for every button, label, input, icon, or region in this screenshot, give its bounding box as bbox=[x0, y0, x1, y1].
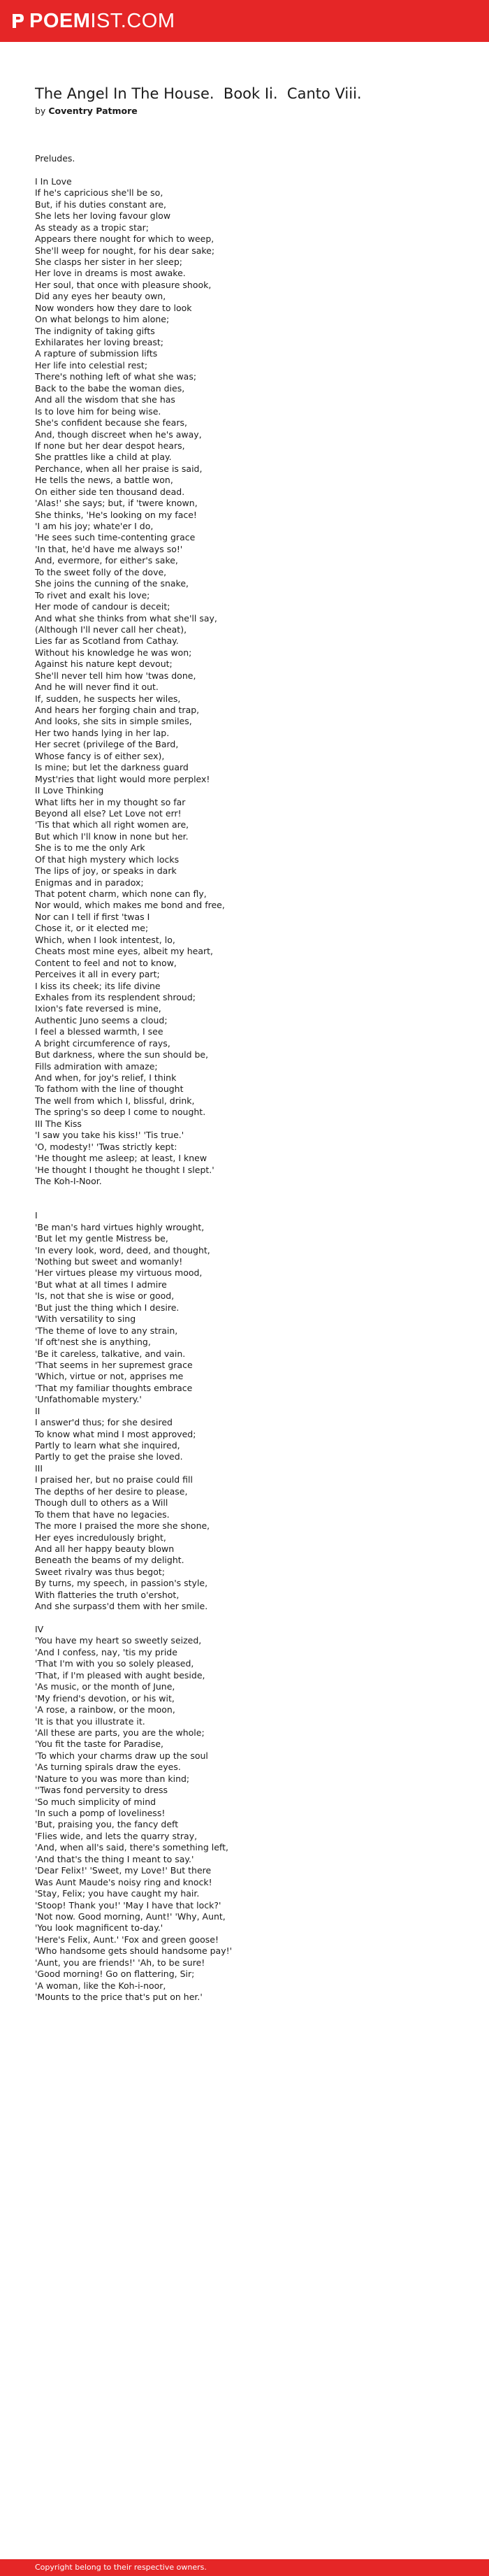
poem-line: Partly to get the praise she loved. bbox=[35, 1451, 183, 1462]
poem-line: 'You fit the taste for Paradise, bbox=[35, 1739, 164, 1750]
poem-line: I bbox=[35, 1210, 38, 1221]
poem-line: Her secret (privilege of the Bard, bbox=[35, 739, 179, 750]
poem-line: Lies far as Scotland from Cathay. bbox=[35, 635, 179, 647]
poem-line: With flatteries the truth o'ershot, bbox=[35, 1589, 180, 1600]
poem-line: 'All these are parts, you are the whole; bbox=[35, 1727, 205, 1738]
poem-line: 'Here's Felix, Aunt.' 'Fox and green goose! bbox=[35, 1934, 219, 1945]
poem-line: Appears there nought for which to weep, bbox=[35, 233, 214, 245]
footer bbox=[0, 2559, 489, 2576]
poem-line: She'll weep for nought, for his dear sake; bbox=[35, 245, 215, 256]
poem-line: And what she thinks from what she'll say, bbox=[35, 612, 217, 624]
poem-line: III bbox=[35, 1462, 43, 1474]
poem-line: 'Unfathomable mystery.' bbox=[35, 1394, 142, 1405]
poem-line: She joins the cunning of the snake, bbox=[35, 578, 189, 589]
poem-line: Her mode of candour is deceit; bbox=[35, 601, 170, 612]
poem-line: Authentic Juno seems a cloud; bbox=[35, 1014, 168, 1026]
poem-line: Of that high mystery which locks bbox=[35, 854, 180, 865]
poem-line: Which, when I look intentest, lo, bbox=[35, 934, 175, 945]
poem-line: To know what mind I most approved; bbox=[35, 1428, 196, 1439]
poem-line: Her life into celestial rest; bbox=[35, 359, 148, 370]
poem-line: She prattles like a child at play. bbox=[35, 452, 172, 463]
poem-line: 'Which, virtue or not, apprises me bbox=[35, 1371, 184, 1382]
poem-line: Without his knowledge he was won; bbox=[35, 647, 192, 658]
poem-line: 'Be man's hard virtues highly wrought, bbox=[35, 1221, 205, 1232]
poem-line: Now wonders how they dare to look bbox=[35, 302, 192, 313]
poem-line: Sweet rivalry was thus begot; bbox=[35, 1566, 165, 1577]
poem-body bbox=[35, 153, 454, 2003]
poem-line: 'And, when all's said, there's something left, bbox=[35, 1842, 228, 1853]
poem-line: And, though discreet when he's away, bbox=[35, 429, 202, 440]
poem-line: 'That my familiar thoughts embrace bbox=[35, 1382, 193, 1393]
poem-line: Partly to learn what she inquired, bbox=[35, 1440, 180, 1451]
poem-line: 'In such a pomp of loveliness! bbox=[35, 1808, 166, 1818]
poem-line: 'But what at all times I admire bbox=[35, 1279, 167, 1290]
poem-line: Did any eyes her beauty own, bbox=[35, 291, 166, 302]
poem-line: The Koh-I-Noor. bbox=[35, 1175, 102, 1186]
poem-line: By turns, my speech, in passion's style, bbox=[35, 1578, 208, 1589]
poem-line: Nor would, which makes me bond and free, bbox=[35, 900, 225, 911]
poem-line: The indignity of taking gifts bbox=[35, 325, 155, 336]
copyright-text: Copyright belong to their respective owners. bbox=[35, 2563, 207, 2572]
poem-line: I kiss its cheek; its life divine bbox=[35, 980, 161, 991]
poem-line: 'Flies wide, and lets the quarry stray, bbox=[35, 1830, 198, 1841]
poem-line: And all her happy beauty blown bbox=[35, 1543, 175, 1554]
poem-line: 'Tis that which all right women are, bbox=[35, 819, 189, 830]
poem-line: 'Nothing but sweet and womanly! bbox=[35, 1256, 183, 1267]
poem-line: Preludes. bbox=[35, 153, 75, 164]
poem-line: The well from which I, blissful, drink, bbox=[35, 1095, 195, 1106]
poem-line: 'To which your charms draw up the soul bbox=[35, 1750, 208, 1761]
byline bbox=[35, 105, 454, 117]
poem-line: 'In that, he'd have me always so!' bbox=[35, 543, 183, 554]
poem-line: III The Kiss bbox=[35, 1118, 82, 1129]
poem-line: 'Aunt, you are friends!' 'Ah, to be sure! bbox=[35, 1957, 205, 1968]
poem-line: But which I'll know in none but her. bbox=[35, 830, 189, 842]
poem-header bbox=[35, 84, 454, 117]
poem-line: 'Not now. Good morning, Aunt!' 'Why, Aunt, bbox=[35, 1911, 226, 1922]
poem-line: On what belongs to him alone; bbox=[35, 314, 170, 325]
poem-line: 'I saw you take his kiss!' 'Tis true.' bbox=[35, 1130, 184, 1141]
poem-line: 'Stoop! Thank you!' 'May I have that lock?' bbox=[35, 1899, 221, 1911]
poem-line: If, sudden, he suspects her wiles, bbox=[35, 693, 181, 704]
poem-line: I praised her, but no praise could fill bbox=[35, 1474, 193, 1485]
poem-line: Is to love him for being wise. bbox=[35, 405, 161, 417]
poem-line: She thinks, 'He's looking on my face! bbox=[35, 509, 197, 520]
poem-line: Her love in dreams is most awake. bbox=[35, 268, 186, 279]
poem-line: 'And I confess, nay, 'tis my pride bbox=[35, 1646, 177, 1657]
poem-line: Her eyes incredulously bright, bbox=[35, 1532, 166, 1543]
poem-line: A bright circumference of rays, bbox=[35, 1037, 170, 1049]
poem-line: And he will never find it out. bbox=[35, 682, 159, 693]
poem-line: And, evermore, for either's sake, bbox=[35, 555, 178, 566]
poem-line: And she surpass'd them with her smile. bbox=[35, 1601, 208, 1612]
poem-line: Was Aunt Maude's noisy ring and knock! bbox=[35, 1876, 212, 1887]
poemist-mark-icon bbox=[10, 13, 25, 29]
poem-line: 'That, if I'm pleased with aught beside, bbox=[35, 1669, 205, 1681]
poem-line: 'He sees such time-contenting grace bbox=[35, 532, 196, 543]
poem-line: But, if his duties constant are, bbox=[35, 199, 166, 210]
poem-line: The lips of joy, or speaks in dark bbox=[35, 865, 177, 877]
poem-line: 'My friend's devotion, or his wit, bbox=[35, 1692, 175, 1704]
poem-line: Chose it, or it elected me; bbox=[35, 923, 149, 934]
poem-line: And hears her forging chain and trap, bbox=[35, 705, 200, 715]
poem-line: 'Is, not that she is wise or good, bbox=[35, 1290, 175, 1302]
poem-line: 'You look magnificent to-day.' bbox=[35, 1922, 163, 1934]
poem-line: The depths of her desire to please, bbox=[35, 1485, 188, 1497]
poem-line: Though dull to others as a Will bbox=[35, 1497, 168, 1509]
poem-line: Nor can I tell if first 'twas I bbox=[35, 911, 150, 922]
poem-line: Her two hands lying in her lap. bbox=[35, 727, 170, 738]
poem-line: Her soul, that once with pleasure shook, bbox=[35, 279, 212, 290]
poem-line: 'You have my heart so sweetly seized, bbox=[35, 1635, 202, 1646]
poem-line: The more I praised the more she shone, bbox=[35, 1520, 210, 1532]
top-bar bbox=[0, 0, 489, 42]
poem-line: She lets her loving favour glow bbox=[35, 210, 171, 222]
poem-line: As steady as a tropic star; bbox=[35, 222, 149, 233]
poem-line: 'He thought me asleep; at least, I knew bbox=[35, 1153, 207, 1164]
poem-line: 'But, praising you, the fancy deft bbox=[35, 1819, 179, 1830]
poem-line: And when, for joy's relief, I think bbox=[35, 1072, 177, 1083]
poem-line: ''Twas fond perversity to dress bbox=[35, 1785, 168, 1796]
poem-line: Is mine; but let the darkness guard bbox=[35, 762, 189, 773]
poem-line bbox=[35, 1199, 454, 1210]
site-logo-link[interactable] bbox=[10, 10, 175, 32]
poem-line: Beneath the beams of my delight. bbox=[35, 1555, 184, 1566]
poem-line: She'll never tell him how 'twas done, bbox=[35, 670, 196, 681]
poem-line: Whose fancy is of either sex), bbox=[35, 750, 165, 761]
poem-line: 'The theme of love to any strain, bbox=[35, 1325, 178, 1336]
poem-line: She is to me the only Ark bbox=[35, 842, 145, 854]
poem-line: I feel a blessed warmth, I see bbox=[35, 1026, 163, 1037]
poem-line: 'That seems in her supremest grace bbox=[35, 1359, 193, 1370]
poem-line: He tells the news, a battle won, bbox=[35, 475, 173, 486]
poem-line bbox=[35, 1187, 454, 1198]
poem-line: If he's capricious she'll be so, bbox=[35, 187, 163, 199]
poem-line: 'As turning spirals draw the eyes. bbox=[35, 1762, 181, 1773]
poem-line: She clasps her sister in her sleep; bbox=[35, 256, 182, 267]
poem-line: But darkness, where the sun should be, bbox=[35, 1049, 209, 1060]
poem-line: And all the wisdom that she has bbox=[35, 394, 175, 405]
poem-line: 'Mounts to the price that's put on her.' bbox=[35, 1992, 203, 2002]
poem-line: 'A woman, like the Koh-i-noor, bbox=[35, 1980, 166, 1991]
poem-line: 'As music, or the month of June, bbox=[35, 1681, 175, 1692]
poem-line: Exhales from its resplendent shroud; bbox=[35, 991, 196, 1002]
poem-line: II bbox=[35, 1405, 41, 1416]
poem-line: Perceives it all in every part; bbox=[35, 969, 160, 980]
poem-line: 'Dear Felix!' 'Sweet, my Love!' But there bbox=[35, 1865, 212, 1876]
poem-line: 'So much simplicity of mind bbox=[35, 1796, 156, 1807]
poem-line: (Although I'll never call her cheat), bbox=[35, 624, 187, 635]
poem-line: And looks, she sits in simple smiles, bbox=[35, 716, 192, 727]
poem-line: 'Alas!' she says; but, if 'twere known, bbox=[35, 498, 198, 509]
author-link[interactable]: Coventry Patmore bbox=[48, 106, 138, 116]
poem-line: Fills admiration with amaze; bbox=[35, 1060, 158, 1072]
poem-line: To the sweet folly of the dove, bbox=[35, 566, 167, 577]
poem-line: 'He thought I thought he thought I slept.' bbox=[35, 1164, 214, 1175]
poem-line: 'Who handsome gets should handsome pay!' bbox=[35, 1945, 233, 1957]
poem-line: That potent charm, which none can fly, bbox=[35, 888, 207, 899]
poem-line: Exhilarates her loving breast; bbox=[35, 337, 164, 347]
poem-line: Enigmas and in paradox; bbox=[35, 877, 144, 888]
poem-line: 'Nature to you was more than kind; bbox=[35, 1773, 190, 1784]
poem-line: 'If oft'nest she is anything, bbox=[35, 1337, 151, 1348]
poem-line: Against his nature kept devout; bbox=[35, 659, 173, 670]
poem-line: 'Stay, Felix; you have caught my hair. bbox=[35, 1888, 200, 1899]
poem-line: Beyond all else? Let Love not err! bbox=[35, 807, 182, 819]
poem-line: IV bbox=[35, 1624, 44, 1634]
poem-line: To them that have no legacies. bbox=[35, 1509, 170, 1520]
poem-line: Myst'ries that light would more perplex! bbox=[35, 773, 210, 784]
poem-line: Back to the babe the woman dies, bbox=[35, 382, 185, 394]
poem-line: To fathom with the line of thought bbox=[35, 1084, 184, 1095]
poem-line: 'And that's the thing I meant to say.' bbox=[35, 1853, 194, 1864]
by-label: by bbox=[35, 106, 46, 116]
poem-line: Cheats most mine eyes, albeit my heart, bbox=[35, 946, 214, 957]
poem-line: Perchance, when all her praise is said, bbox=[35, 463, 203, 474]
poem-line: A rapture of submission lifts bbox=[35, 348, 158, 359]
poem-line: 'Good morning! Go on flattering, Sir; bbox=[35, 1969, 195, 1980]
poem-line: 'But let my gentle Mistress be, bbox=[35, 1233, 168, 1244]
poem-line: 'That I'm with you so solely pleased, bbox=[35, 1658, 194, 1669]
poem-line: Content to feel and not to know, bbox=[35, 957, 177, 968]
poem-line: 'O, modesty!' 'Twas strictly kept: bbox=[35, 1141, 177, 1152]
page-title: The Angel In The House. Book Ii. Canto Viii. bbox=[35, 85, 362, 102]
poem-line: On either side ten thousand dead. bbox=[35, 486, 185, 497]
poem-line: If none but her dear despot hears, bbox=[35, 440, 185, 451]
poem-line: 'Her virtues please my virtuous mood, bbox=[35, 1267, 203, 1279]
poem-line: To rivet and exalt his love; bbox=[35, 589, 150, 600]
poem-line: 'With versatility to sing bbox=[35, 1314, 136, 1325]
poem-line: 'A rose, a rainbow, or the moon, bbox=[35, 1704, 175, 1715]
poem-line: 'In every look, word, deed, and thought, bbox=[35, 1244, 210, 1255]
site-logo-text: POEMIST.COM bbox=[29, 10, 175, 32]
poem-line: I In Love bbox=[35, 175, 72, 187]
poem-line: 'Be it careless, talkative, and vain. bbox=[35, 1348, 186, 1359]
poem-line: I answer'd thus; for she desired bbox=[35, 1417, 173, 1428]
poem-line: What lifts her in my thought so far bbox=[35, 796, 186, 807]
poem-line bbox=[35, 1613, 454, 1624]
poem-line: 'But just the thing which I desire. bbox=[35, 1302, 180, 1313]
poem-line: Ixion's fate reversed is mine, bbox=[35, 1003, 161, 1014]
poem-line: 'I am his joy; whate'er I do, bbox=[35, 521, 154, 531]
poem-line: 'It is that you illustrate it. bbox=[35, 1715, 145, 1727]
poem-line bbox=[35, 164, 454, 175]
poem-line: The spring's so deep I come to nought. bbox=[35, 1107, 206, 1118]
poem-line: There's nothing left of what she was; bbox=[35, 371, 197, 382]
poem-line: II Love Thinking bbox=[35, 785, 104, 796]
poem-line: She's confident because she fears, bbox=[35, 417, 187, 429]
